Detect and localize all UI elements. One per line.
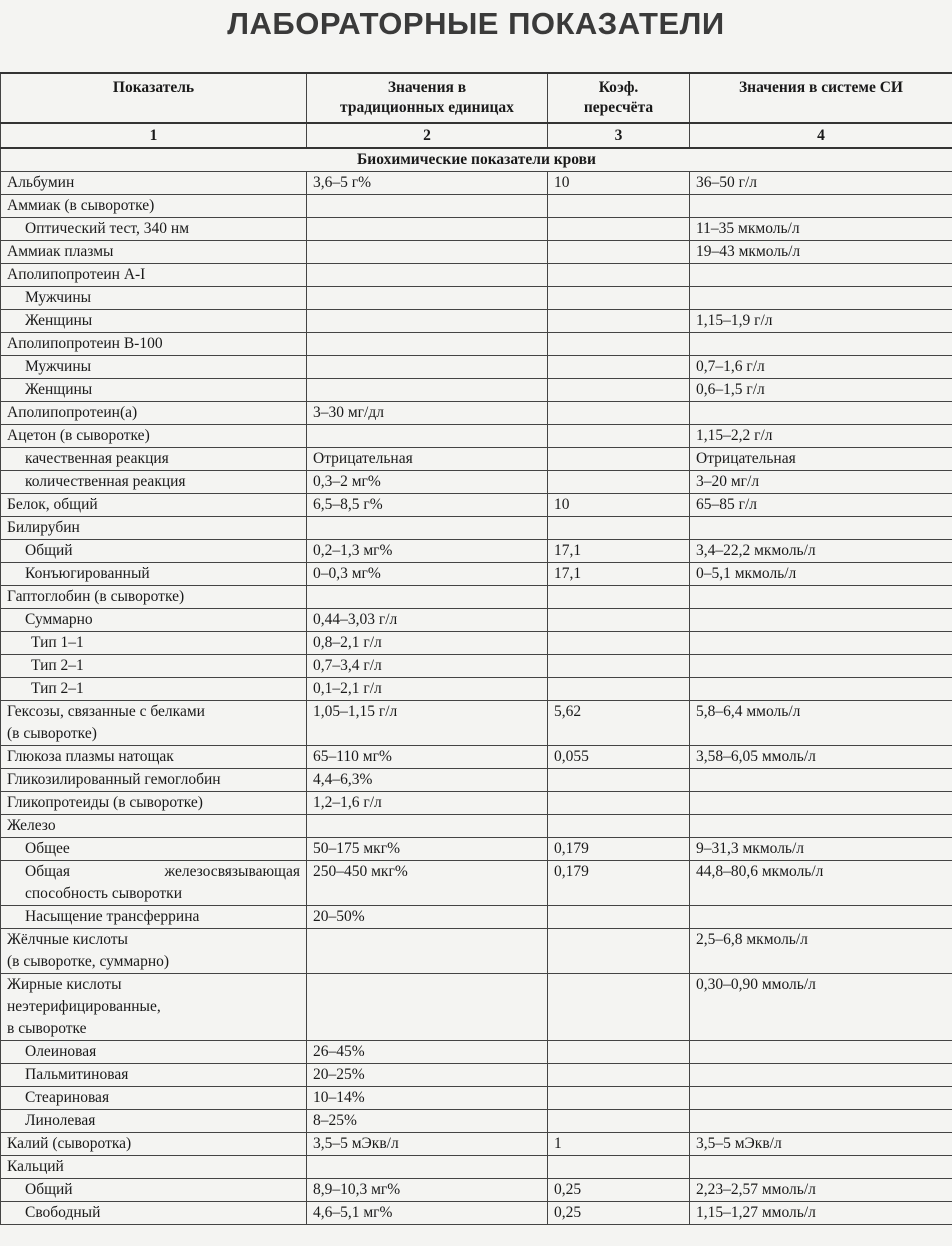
indicator-name: Гексозы, связанные с белками (в сыворотке) (1, 701, 307, 746)
si-value: Отрицательная (690, 448, 952, 471)
indicator-name: Белок, общий (1, 494, 307, 517)
table-row (1, 241, 952, 264)
table-row (1, 1202, 952, 1225)
si-value (690, 287, 952, 310)
traditional-value: 20–25% (307, 1064, 548, 1087)
header-row (1, 73, 952, 123)
coefficient-value (548, 287, 690, 310)
indicator-name: Общее (1, 838, 307, 861)
traditional-value: 4,4–6,3% (307, 769, 548, 792)
traditional-value: Отрицательная (307, 448, 548, 471)
coefficient-value (548, 906, 690, 929)
indicator-name: Общий (1, 1179, 307, 1202)
si-value (690, 1110, 952, 1133)
coefficient-value (548, 1041, 690, 1064)
table-row (1, 586, 952, 609)
si-value: 3,5–5 мЭкв/л (690, 1133, 952, 1156)
traditional-value: 65–110 мг% (307, 746, 548, 769)
coefficient-value (548, 655, 690, 678)
si-value (690, 586, 952, 609)
si-value: 44,8–80,6 мкмоль/л (690, 861, 952, 906)
traditional-value: 0,1–2,1 г/л (307, 678, 548, 701)
coefficient-value: 0,25 (548, 1179, 690, 1202)
traditional-value: 50–175 мкг% (307, 838, 548, 861)
si-value (690, 609, 952, 632)
si-value (690, 333, 952, 356)
traditional-value: 20–50% (307, 906, 548, 929)
table-row (1, 746, 952, 769)
coefficient-value (548, 815, 690, 838)
indicator-name: Жирные кислоты неэтерифицированные, в сыворотке (1, 974, 307, 1041)
table-row (1, 172, 952, 195)
si-value: 65–85 г/л (690, 494, 952, 517)
si-value: 1,15–2,2 г/л (690, 425, 952, 448)
traditional-value (307, 974, 548, 1041)
col-header-indicator: Показатель (1, 73, 307, 123)
si-value: 3,4–22,2 мкмоль/л (690, 540, 952, 563)
si-value: 2,23–2,57 ммоль/л (690, 1179, 952, 1202)
section-row (1, 148, 952, 172)
coefficient-value: 17,1 (548, 540, 690, 563)
table-row (1, 861, 952, 906)
coefficient-value: 1 (548, 1133, 690, 1156)
table-row (1, 655, 952, 678)
si-value: 0–5,1 мкмоль/л (690, 563, 952, 586)
table-row (1, 471, 952, 494)
coefficient-value (548, 769, 690, 792)
indicator-name: Билирубин (1, 517, 307, 540)
table-row (1, 310, 952, 333)
indicator-name: Насыщение трансферрина (1, 906, 307, 929)
lab-values-table (0, 72, 952, 1225)
traditional-value: 1,2–1,6 г/л (307, 792, 548, 815)
coefficient-value (548, 356, 690, 379)
si-value (690, 1156, 952, 1179)
coefficient-value (548, 241, 690, 264)
si-value: 3,58–6,05 ммоль/л (690, 746, 952, 769)
table-row (1, 678, 952, 701)
si-value: 1,15–1,9 г/л (690, 310, 952, 333)
indicator-name: Аполипопротеин(а) (1, 402, 307, 425)
si-value (690, 678, 952, 701)
coefficient-value (548, 1087, 690, 1110)
coefficient-value: 5,62 (548, 701, 690, 746)
section-title: Биохимические показатели крови (1, 148, 952, 172)
si-value (690, 769, 952, 792)
table-row (1, 379, 952, 402)
coefficient-value (548, 425, 690, 448)
table-row (1, 494, 952, 517)
traditional-value: 0,3–2 мг% (307, 471, 548, 494)
si-value (690, 264, 952, 287)
traditional-value (307, 379, 548, 402)
coefficient-value (548, 1110, 690, 1133)
table-row (1, 1156, 952, 1179)
table-row (1, 609, 952, 632)
coefficient-value (548, 974, 690, 1041)
traditional-value: 0–0,3 мг% (307, 563, 548, 586)
coefficient-value (548, 929, 690, 974)
table-row (1, 1133, 952, 1156)
traditional-value (307, 241, 548, 264)
coefficient-value (548, 586, 690, 609)
coefficient-value (548, 333, 690, 356)
si-value: 5,8–6,4 ммоль/л (690, 701, 952, 746)
indicator-name: Общая железосвязывающая способность сыворотки (1, 861, 307, 906)
indicator-name: Железо (1, 815, 307, 838)
coefficient-value: 17,1 (548, 563, 690, 586)
table-row (1, 974, 952, 1041)
coefficient-value (548, 310, 690, 333)
table-row (1, 701, 952, 746)
coefficient-value (548, 448, 690, 471)
traditional-value (307, 929, 548, 974)
col-header-traditional: Значения в традиционных единицах (307, 73, 548, 123)
indicator-name: Глюкоза плазмы натощак (1, 746, 307, 769)
traditional-value: 8,9–10,3 мг% (307, 1179, 548, 1202)
table-row (1, 517, 952, 540)
table-row (1, 287, 952, 310)
si-value: 9–31,3 мкмоль/л (690, 838, 952, 861)
table-row (1, 1041, 952, 1064)
si-value: 1,15–1,27 ммоль/л (690, 1202, 952, 1225)
col-number: 2 (307, 123, 548, 148)
table-row (1, 540, 952, 563)
coefficient-value (548, 264, 690, 287)
coefficient-value (548, 379, 690, 402)
si-value (690, 1087, 952, 1110)
si-value (690, 517, 952, 540)
indicator-name: Гаптоглобин (в сыворотке) (1, 586, 307, 609)
indicator-name: Общий (1, 540, 307, 563)
traditional-value (307, 1156, 548, 1179)
table-row (1, 1179, 952, 1202)
si-value: 0,6–1,5 г/л (690, 379, 952, 402)
si-value (690, 655, 952, 678)
header-number-row (1, 123, 952, 148)
traditional-value (307, 425, 548, 448)
si-value (690, 1064, 952, 1087)
coefficient-value: 0,25 (548, 1202, 690, 1225)
si-value: 3–20 мг/л (690, 471, 952, 494)
si-value: 2,5–6,8 мкмоль/л (690, 929, 952, 974)
indicator-name: Тип 1–1 (1, 632, 307, 655)
table-row (1, 792, 952, 815)
indicator-name: Жёлчные кислоты (в сыворотке, суммарно) (1, 929, 307, 974)
table-row (1, 815, 952, 838)
traditional-value (307, 815, 548, 838)
traditional-value: 3,5–5 мЭкв/л (307, 1133, 548, 1156)
indicator-name: Женщины (1, 310, 307, 333)
si-value (690, 906, 952, 929)
table-row (1, 563, 952, 586)
table-row (1, 632, 952, 655)
si-value: 11–35 мкмоль/л (690, 218, 952, 241)
table-row (1, 448, 952, 471)
indicator-name: Конъюгированный (1, 563, 307, 586)
si-value (690, 402, 952, 425)
coefficient-value (548, 609, 690, 632)
si-value: 0,30–0,90 ммоль/л (690, 974, 952, 1041)
table-row (1, 356, 952, 379)
traditional-value: 1,05–1,15 г/л (307, 701, 548, 746)
indicator-name: Линолевая (1, 1110, 307, 1133)
indicator-name: Мужчины (1, 356, 307, 379)
indicator-name: Стеариновая (1, 1087, 307, 1110)
indicator-name: Суммарно (1, 609, 307, 632)
si-value (690, 632, 952, 655)
traditional-value: 0,44–3,03 г/л (307, 609, 548, 632)
indicator-name: Свободный (1, 1202, 307, 1225)
coefficient-value: 0,179 (548, 838, 690, 861)
traditional-value (307, 287, 548, 310)
table-row (1, 195, 952, 218)
indicator-name: Гликопротеиды (в сыворотке) (1, 792, 307, 815)
indicator-name: качественная реакция (1, 448, 307, 471)
table-row (1, 906, 952, 929)
traditional-value (307, 517, 548, 540)
traditional-value (307, 586, 548, 609)
indicator-name: Тип 2–1 (1, 655, 307, 678)
coefficient-value (548, 471, 690, 494)
si-value (690, 792, 952, 815)
indicator-name: количественная реакция (1, 471, 307, 494)
col-header-coefficient: Коэф. пересчёта (548, 73, 690, 123)
traditional-value: 8–25% (307, 1110, 548, 1133)
table-row (1, 929, 952, 974)
page-title: ЛАБОРАТОРНЫЕ ПОКАЗАТЕЛИ (227, 6, 725, 41)
si-value: 36–50 г/л (690, 172, 952, 195)
col-number: 4 (690, 123, 952, 148)
coefficient-value (548, 632, 690, 655)
coefficient-value (548, 792, 690, 815)
table-row (1, 1087, 952, 1110)
table-row (1, 838, 952, 861)
traditional-value (307, 333, 548, 356)
traditional-value (307, 195, 548, 218)
si-value (690, 195, 952, 218)
indicator-name: Гликозилированный гемоглобин (1, 769, 307, 792)
coefficient-value (548, 402, 690, 425)
si-value: 0,7–1,6 г/л (690, 356, 952, 379)
traditional-value: 26–45% (307, 1041, 548, 1064)
indicator-name: Калий (сыворотка) (1, 1133, 307, 1156)
indicator-name: Кальций (1, 1156, 307, 1179)
traditional-value: 0,8–2,1 г/л (307, 632, 548, 655)
indicator-name: Аполипопротеин A-I (1, 264, 307, 287)
si-value (690, 815, 952, 838)
coefficient-value: 10 (548, 494, 690, 517)
traditional-value: 250–450 мкг% (307, 861, 548, 906)
indicator-name: Мужчины (1, 287, 307, 310)
coefficient-value: 0,179 (548, 861, 690, 906)
indicator-name: Альбумин (1, 172, 307, 195)
traditional-value (307, 356, 548, 379)
indicator-name: Оптический тест, 340 нм (1, 218, 307, 241)
table-row (1, 218, 952, 241)
indicator-name: Ацетон (в сыворотке) (1, 425, 307, 448)
indicator-name: Аполипопротеин В-100 (1, 333, 307, 356)
traditional-value: 0,2–1,3 мг% (307, 540, 548, 563)
col-header-si: Значения в системе СИ (690, 73, 952, 123)
indicator-name: Аммиак плазмы (1, 241, 307, 264)
indicator-name: Женщины (1, 379, 307, 402)
coefficient-value (548, 218, 690, 241)
traditional-value: 0,7–3,4 г/л (307, 655, 548, 678)
si-value: 19–43 мкмоль/л (690, 241, 952, 264)
table-row (1, 425, 952, 448)
traditional-value: 4,6–5,1 мг% (307, 1202, 548, 1225)
traditional-value: 6,5–8,5 г% (307, 494, 548, 517)
table-row (1, 1064, 952, 1087)
si-value (690, 1041, 952, 1064)
coefficient-value (548, 1064, 690, 1087)
table-row (1, 402, 952, 425)
traditional-value: 3,6–5 г% (307, 172, 548, 195)
col-number: 1 (1, 123, 307, 148)
coefficient-value (548, 678, 690, 701)
indicator-name: Олеиновая (1, 1041, 307, 1064)
traditional-value (307, 264, 548, 287)
coefficient-value (548, 195, 690, 218)
traditional-value (307, 310, 548, 333)
table-row (1, 1110, 952, 1133)
table-row (1, 769, 952, 792)
traditional-value: 10–14% (307, 1087, 548, 1110)
indicator-name: Аммиак (в сыворотке) (1, 195, 307, 218)
table-row (1, 333, 952, 356)
traditional-value: 3–30 мг/дл (307, 402, 548, 425)
coefficient-value: 0,055 (548, 746, 690, 769)
coefficient-value (548, 517, 690, 540)
col-number: 3 (548, 123, 690, 148)
indicator-name: Пальмитиновая (1, 1064, 307, 1087)
indicator-name: Тип 2–1 (1, 678, 307, 701)
traditional-value (307, 218, 548, 241)
coefficient-value: 10 (548, 172, 690, 195)
table-row (1, 264, 952, 287)
coefficient-value (548, 1156, 690, 1179)
